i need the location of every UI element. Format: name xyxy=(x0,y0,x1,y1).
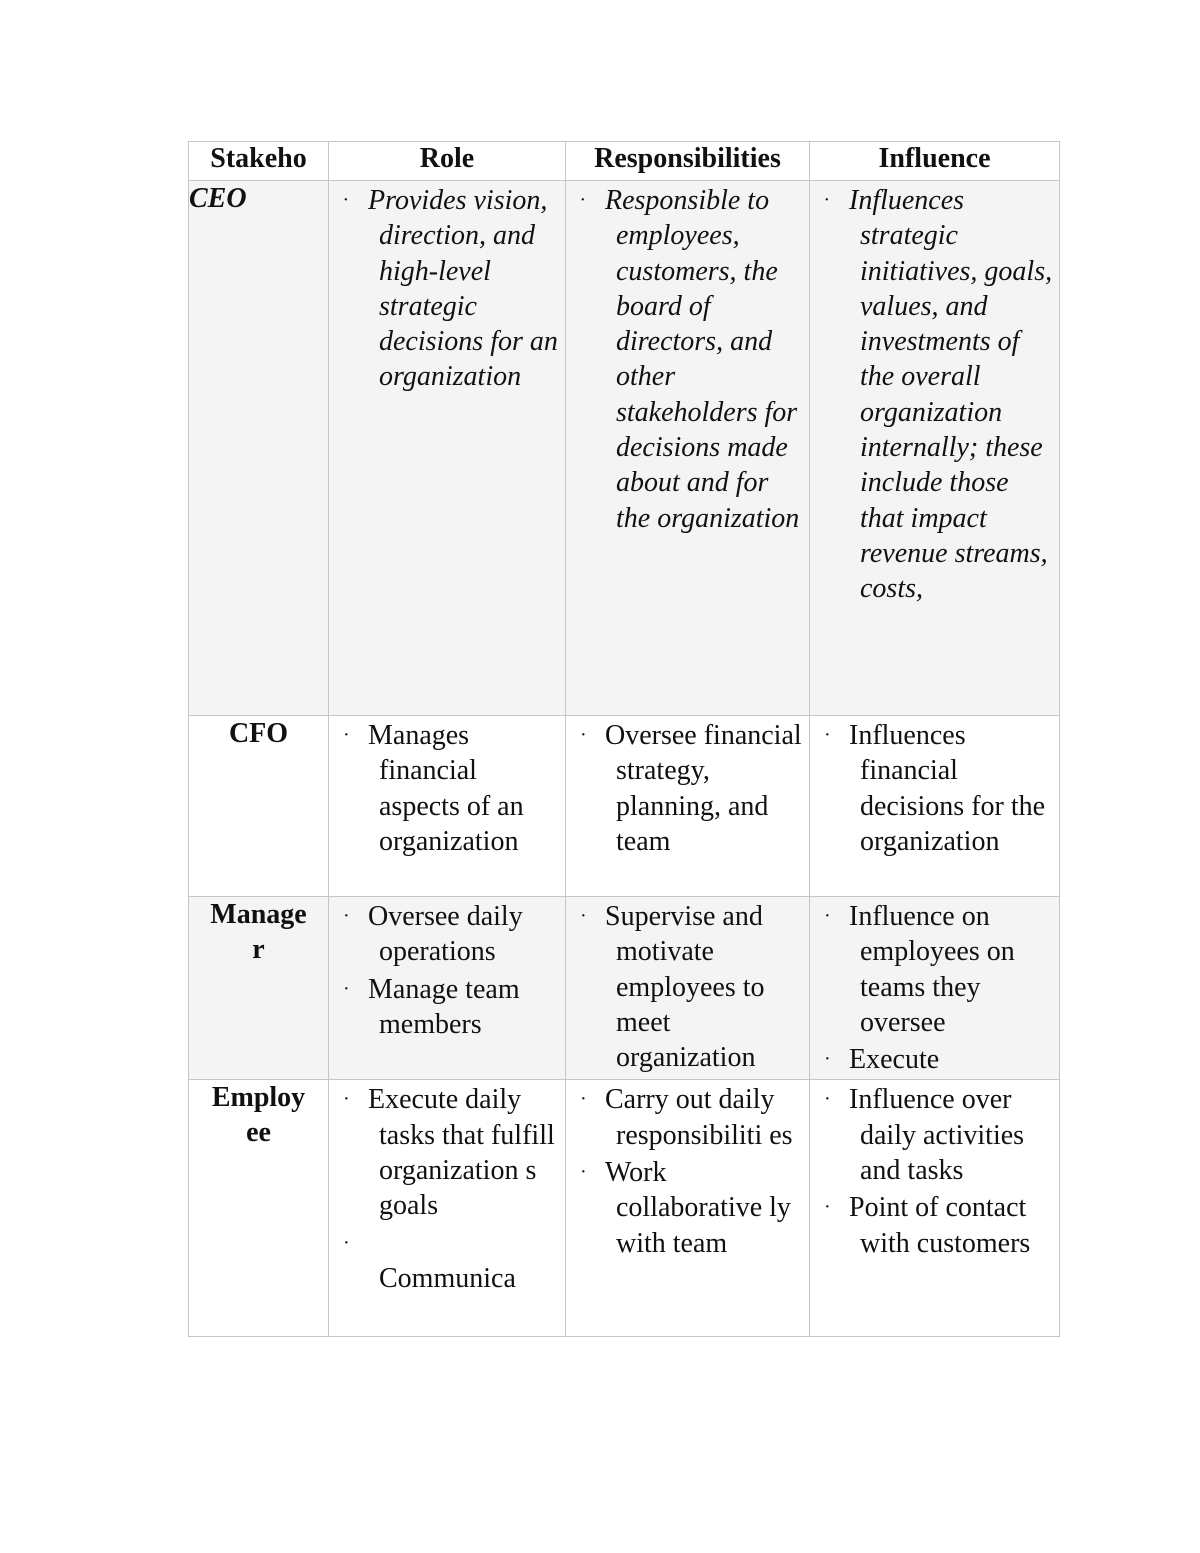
table-row-manager xyxy=(189,897,1060,1080)
list-item: · Influences financial decisions for the organization xyxy=(824,720,1046,857)
header-influence: Influence xyxy=(810,142,1060,181)
responsibilities-cell xyxy=(566,897,810,1080)
influence-cell xyxy=(810,716,1060,897)
role-list xyxy=(329,1080,565,1296)
bullet-icon: · xyxy=(580,905,587,927)
list-item: · Oversee daily operations xyxy=(343,901,523,968)
role-cell xyxy=(329,1080,566,1337)
influence-list xyxy=(810,1080,1059,1260)
bullet-icon: · xyxy=(580,189,585,211)
table-row-employee xyxy=(189,1080,1060,1337)
bullet-icon: · xyxy=(343,189,348,211)
bullet-icon: · xyxy=(824,724,831,746)
stakeholder-table xyxy=(188,141,1060,1337)
responsibilities-list xyxy=(566,1080,809,1260)
list-item: · Oversee financial strategy, planning, and team xyxy=(580,720,802,857)
list-item: · Work collaborative ly with team xyxy=(580,1157,791,1259)
role-list xyxy=(329,716,565,859)
influence-list xyxy=(810,897,1059,1077)
bullet-icon: · xyxy=(343,1088,350,1111)
responsibilities-list xyxy=(566,716,809,859)
list-item: · Influence on employees on teams they oversee xyxy=(824,901,1015,1038)
header-row xyxy=(189,142,1060,181)
role-list xyxy=(329,897,565,1042)
bullet-icon: · xyxy=(824,905,831,927)
influence-list xyxy=(810,716,1059,859)
bullet-icon: · xyxy=(824,1088,831,1111)
bullet-icon: · xyxy=(824,1048,831,1071)
header-stakeholder: Stakeho xyxy=(189,142,329,181)
responsibilities-list xyxy=(566,181,809,536)
list-item: · Carry out daily responsibiliti es xyxy=(580,1084,793,1151)
stakeholder-cell: CEO xyxy=(189,181,329,716)
list-item: · Point of contact with customers xyxy=(824,1192,1031,1259)
bullet-icon: · xyxy=(343,977,350,1000)
bullet-icon: · xyxy=(580,724,587,746)
list-item: · Manage team members xyxy=(343,973,520,1040)
role-list xyxy=(329,181,565,395)
influence-cell xyxy=(810,897,1060,1080)
influence-cell xyxy=(810,181,1060,716)
responsibilities-cell xyxy=(566,1080,810,1337)
stakeholder-cell: Employ ee xyxy=(189,1080,329,1337)
table-row-ceo xyxy=(189,181,1060,716)
bullet-icon: · xyxy=(343,724,350,746)
role-cell xyxy=(329,181,566,716)
list-item: · Execute daily tasks that fulfill organization s goals xyxy=(343,1084,555,1222)
influence-list xyxy=(810,181,1059,607)
bullet-icon: · xyxy=(343,1231,350,1254)
list-item: · Manages financial aspects of an organization xyxy=(343,720,524,857)
stakeholder-cell: Manage r xyxy=(189,897,329,1080)
list-item: · Responsible to employees, customers, the board of directors, and other stakeholders for decisions made about and for the organization xyxy=(580,185,800,534)
responsibilities-list xyxy=(566,897,809,1075)
bullet-icon: · xyxy=(580,1161,587,1184)
bullet-icon: · xyxy=(824,1196,831,1219)
list-item: · Execute xyxy=(810,1042,1055,1077)
list-item: · Influences strategic initiatives, goals, values, and investments of the overall organization internally; these include those that impact revenue streams, costs, xyxy=(824,185,1053,605)
responsibilities-cell xyxy=(566,181,810,716)
stakeholder-cell: CFO xyxy=(189,716,329,897)
bullet-icon: · xyxy=(824,189,829,211)
role-cell xyxy=(329,897,566,1080)
list-item: · Influence over daily activities and tasks xyxy=(824,1084,1025,1187)
table-row-cfo xyxy=(189,716,1060,897)
list-item: · Provides vision, direction, and high-level strategic decisions for an organization xyxy=(343,185,558,393)
header-role: Role xyxy=(329,142,566,181)
influence-cell xyxy=(810,1080,1060,1337)
list-item: · Supervise and motivate employees to meet organization xyxy=(580,901,765,1074)
list-item: · Communica xyxy=(329,1226,561,1297)
role-cell xyxy=(329,716,566,897)
header-responsibilities: Responsibilities xyxy=(566,142,810,181)
bullet-icon: · xyxy=(343,905,350,927)
bullet-icon: · xyxy=(580,1088,587,1111)
responsibilities-cell xyxy=(566,716,810,897)
